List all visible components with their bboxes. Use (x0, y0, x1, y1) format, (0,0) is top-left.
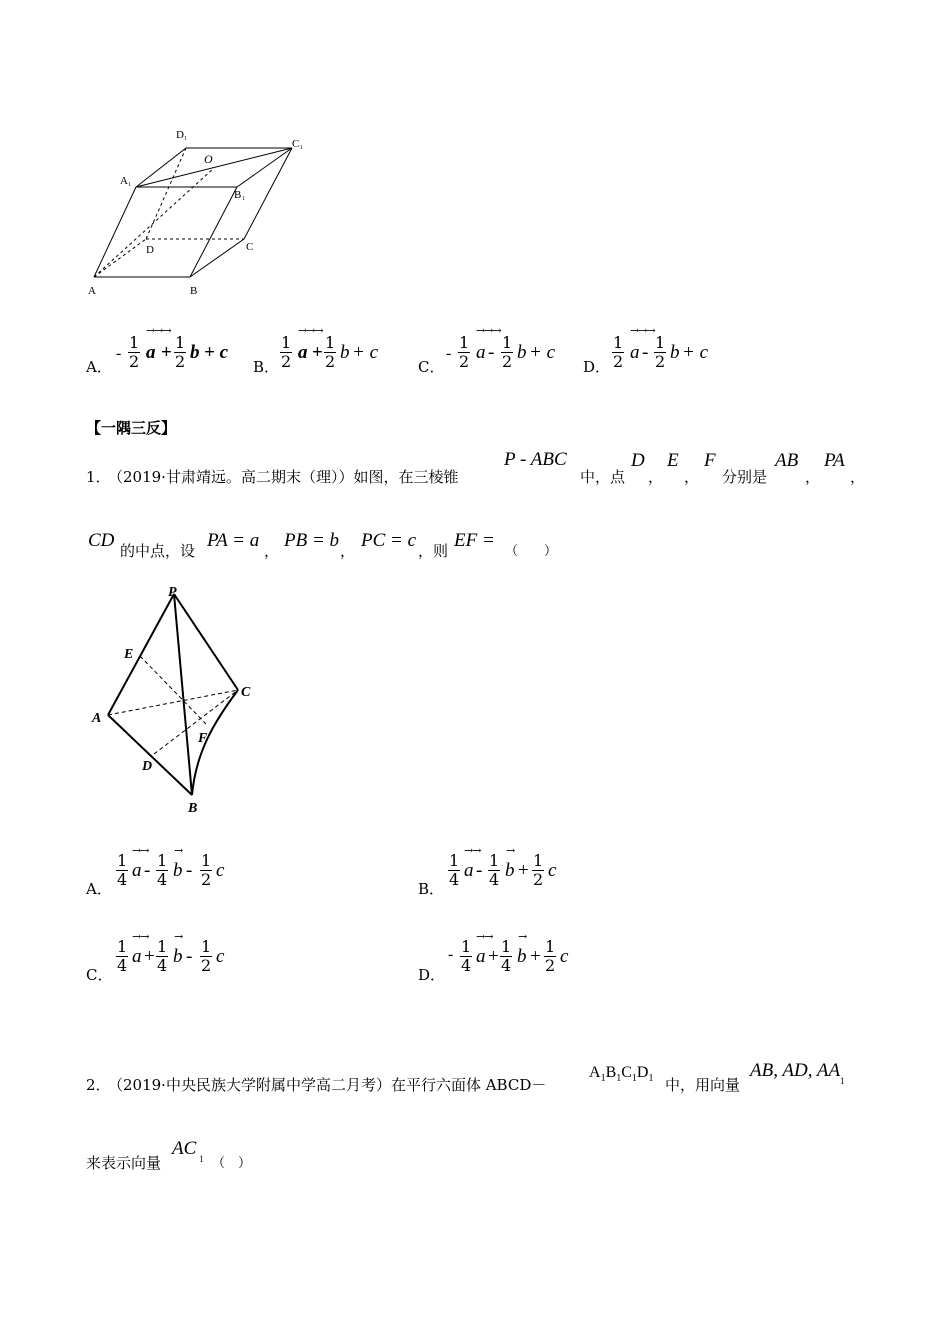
label-C: C (246, 241, 254, 253)
q1-option-a-label: A． (86, 880, 112, 898)
q2-number: 2． (86, 1076, 111, 1094)
vector-arrows: →→→ (146, 324, 171, 337)
label-D: D (146, 244, 154, 256)
q2-vectors: AB, AD, AA (750, 1060, 841, 1081)
q1-source: （2019·甘肃靖远。高二期末（理））如图，在三棱锥 (108, 468, 459, 486)
label-D: D (142, 759, 153, 774)
label-B: B (190, 285, 198, 297)
label-A: A (88, 285, 96, 297)
q2-vertices: $A_1B_1C_1D_1$ (589, 1064, 654, 1085)
q1-option-b-label: B． (418, 880, 445, 898)
parallelepiped-figure (80, 120, 320, 305)
label-P: P (168, 585, 177, 600)
q0-option-d-label: D． (583, 358, 611, 376)
question-1: 1． （2019·甘肃靖远。高二期末（理））如图，在三棱锥 P - ABC 中，点 D ， E ， F 分别是 AB ， PA ， CD 的中点，设 PA = a ， PB = b ， PC = c ，则 EF = （ ） (86, 449, 866, 560)
label-O: O (204, 152, 213, 166)
section-title: 【一隅三反】 (86, 419, 177, 437)
question-2: 2． （2019·中央民族大学附属中学高二月考）在平行六面体 ABCD－ $A_1B_1C_1D_1$ 中，用向量 AB, AD, AA 1 来表示向量 AC 1 （ ） (86, 1060, 845, 1172)
label-B: B (188, 801, 198, 816)
q0-option-c-label: C． (418, 358, 445, 376)
label-A1: A (120, 175, 128, 187)
label-A: A (92, 711, 102, 726)
q1-option-d-label: D． (418, 966, 446, 984)
q1-option-c-label: C． (86, 966, 113, 984)
q2-ac1: AC (172, 1138, 197, 1159)
q1-options (0, 840, 950, 990)
label-F: F (198, 731, 208, 746)
label-A1-sub: 1 (128, 182, 131, 188)
pyramid-figure (86, 582, 266, 817)
q0-option-a-label: A． (86, 358, 112, 376)
q2-source: （2019·中央民族大学附属中学高二月考）在平行六面体 ABCD－ (108, 1076, 547, 1094)
label-C1-sub: 1 (300, 145, 303, 151)
label-C1: C (292, 138, 300, 150)
label-B1-sub: 1 (242, 196, 245, 202)
label-E: E (124, 647, 134, 662)
label-C: C (241, 685, 251, 700)
q1-option-b-expr: $\frac{1}{4}$ →→ a - $\frac{1}{4}$ → b + $\frac{1}{2}$ c (449, 844, 557, 889)
q1-number: 1． (86, 468, 111, 486)
label-B1: B (234, 189, 242, 201)
q1-pyramid: P - ABC (504, 449, 567, 470)
q1-option-a-expr: $\frac{1}{4}$ →→ a - $\frac{1}{4}$ → b - $\frac{1}{2}$ c (117, 844, 225, 889)
label-D1: D (176, 129, 184, 141)
q1-option-c-expr: $\frac{1}{4}$ →→ a + $\frac{1}{4}$ → b - $\frac{1}{2}$ c (117, 930, 225, 975)
label-D1-sub: 1 (184, 136, 187, 142)
q0-options: A． - $\frac{1}{2}$ →→→ a + $\frac{1}{2}$ b + c B． $\frac{1}{2}$ →→→ a + $\frac{1}{2}$ b + c C． - $\frac{1}{2}$ →→→ a - $\frac{1}{2}$ b + c D． $\frac{1}{2}$ →→→ a - $\frac{1}{2}$ b + c (86, 324, 709, 376)
q1-option-d-expr: - $\frac{1}{4}$ →→ a + $\frac{1}{4}$ → b + $\frac{1}{2}$ c (448, 930, 569, 975)
q0-option-b-label: B． (253, 358, 280, 376)
